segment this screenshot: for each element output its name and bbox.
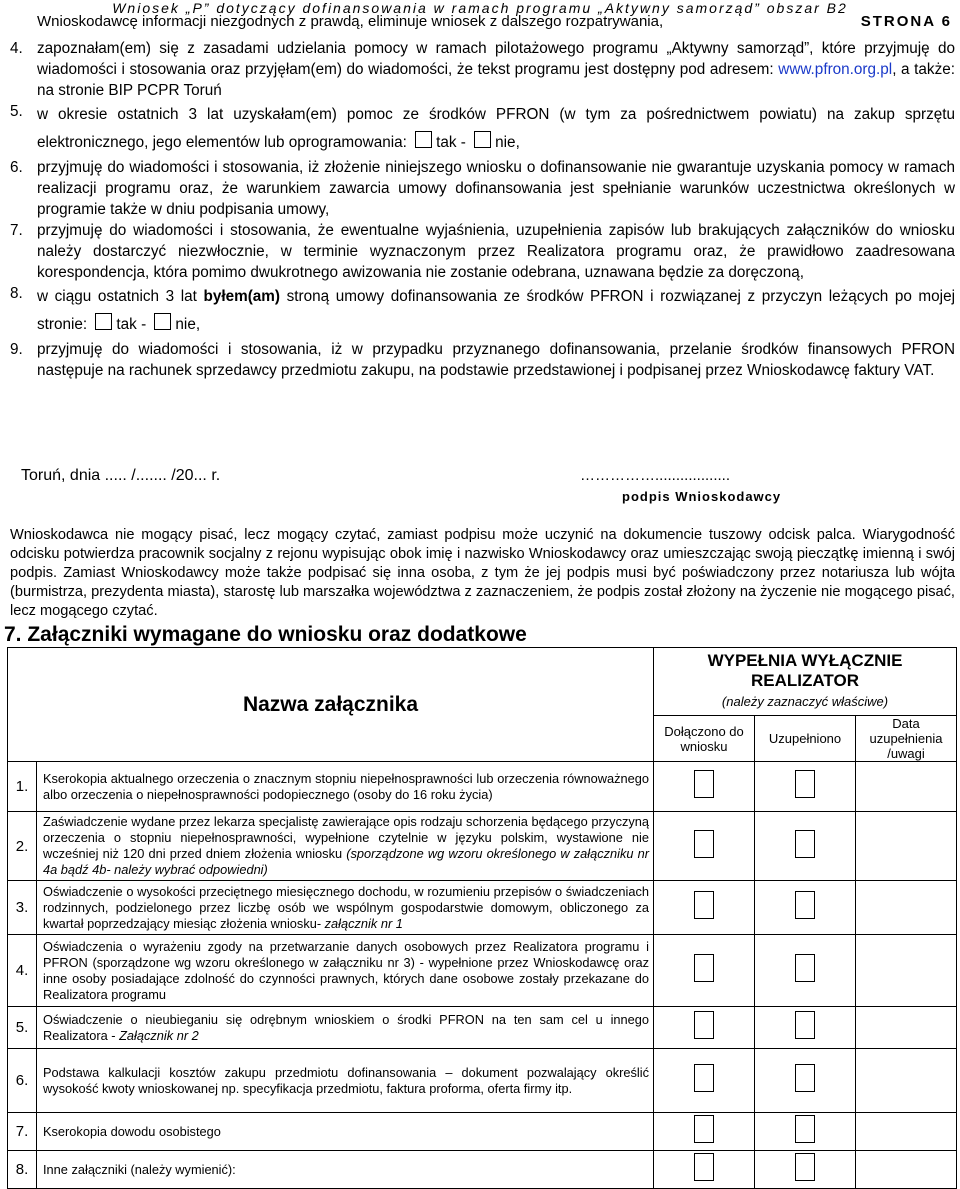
item-bold: byłem(am) xyxy=(203,288,281,305)
date-cell[interactable] xyxy=(856,812,957,881)
row-description: Oświadczenia o wyrażeniu zgody na przetwarzanie danych osobowych przez Realizatora programu i PFRON (sporządzone wg wzoru określonego w załączniku nr 3) - wypełnione przez Wnioskodawcę oraz inne osoby posiadające zdolność do czynności prawnych, których dane osobowe zostały przekazane do Realizatora programu xyxy=(37,935,654,1007)
row-description: Kserokopia aktualnego orzeczenia o znacznym stopniu niepełnosprawności lub orzeczenia równoważnego albo orzeczenia o niepełnosprawności podopiecznego (osoby do 16 roku życia) xyxy=(37,762,654,812)
row-number: 4. xyxy=(8,935,37,1007)
tak-checkbox[interactable] xyxy=(95,313,112,330)
carry-line xyxy=(37,13,952,31)
declaration-8 xyxy=(10,283,955,339)
item-text: w okresie ostatnich 3 lat uzyskałam(em) pomoc ze środków PFRON (w tym za pośrednictwem powiatu) na zakup sprzętu elektronicznego, jego elementów lub oprogramowania: xyxy=(37,106,955,151)
nie-checkbox[interactable] xyxy=(154,313,171,330)
declaration-9 xyxy=(10,339,955,381)
item-number: 5. xyxy=(10,103,23,120)
signature-label: podpis Wnioskodawcy xyxy=(622,489,782,504)
date-cell[interactable] xyxy=(856,1007,957,1049)
item-text: zapoznałam(em) się z zasadami udzielania pomocy w ramach pilotażowego programu „Aktywny samorząd”, które przyjmuję do wiadomości i stosowania oraz przyjęłam(em) do wiadomości, że tekst programu jest dostępny pod adresem: xyxy=(37,40,955,78)
table-row xyxy=(8,1113,957,1151)
row-description: Podstawa kalkulacji kosztów zakupu przedmiotu dofinansowania – dokument pozwalający określić wysokość kwoty wnioskowanej np. specyfikacja przedmiotu, faktura proforma, oferta firmy itp. xyxy=(37,1049,654,1113)
date-cell[interactable] xyxy=(856,1113,957,1151)
attachments-table xyxy=(7,647,957,1189)
col-name-header: Nazwa załącznika xyxy=(8,648,654,762)
col-attached-header: Dołączono do wniosku xyxy=(654,716,755,762)
tak-checkbox[interactable] xyxy=(415,131,432,148)
date-cell[interactable] xyxy=(856,1049,957,1113)
realizator-title: WYPEŁNIA WYŁĄCZNIE REALIZATOR xyxy=(707,651,903,690)
table-row xyxy=(8,935,957,1007)
running-title: Wniosek „P” dotyczący dofinansowania w ramach programu „Aktywny samorząd” obszar B2 xyxy=(112,0,848,16)
signature-dots[interactable]: …………….................. xyxy=(580,467,731,484)
declaration-4 xyxy=(10,38,955,101)
tak-label: tak - xyxy=(116,316,147,333)
attached-checkbox[interactable] xyxy=(654,935,755,1007)
supplemented-checkbox[interactable] xyxy=(755,935,856,1007)
row-description: Oświadczenie o nieubieganiu się odrębnym wnioskiem o środki PFRON na ten sam cel u innego Realizatora - Załącznik nr 2 xyxy=(37,1007,654,1049)
pfron-link[interactable]: www.pfron.org.pl xyxy=(778,61,893,78)
attached-checkbox[interactable] xyxy=(654,812,755,881)
date-cell[interactable] xyxy=(856,935,957,1007)
item-text: przyjmuję do wiadomości i stosowania, iż w przypadku przyznanego dofinansowania, przelanie środków finansowych PFRON następuje na rachunek sprzedawcy przedmiotu zakupu, na podstawie przedstawionej i podpisanej przez Wnioskodawcę faktury VAT. xyxy=(37,341,955,379)
nie-checkbox[interactable] xyxy=(474,131,491,148)
row-number: 2. xyxy=(8,812,37,881)
supplemented-checkbox[interactable] xyxy=(755,1007,856,1049)
row-number: 8. xyxy=(8,1151,37,1189)
supplemented-checkbox[interactable] xyxy=(755,762,856,812)
attached-checkbox[interactable] xyxy=(654,762,755,812)
item-number: 6. xyxy=(10,159,23,176)
supplemented-checkbox[interactable] xyxy=(755,812,856,881)
item-text-tail: , a także: na stronie BIP PCPR Toruń xyxy=(37,61,955,99)
col-supplemented-header: Uzupełniono xyxy=(755,716,856,762)
page-label: STRONA 6 xyxy=(860,13,952,30)
attached-checkbox[interactable] xyxy=(654,881,755,935)
declarations-list xyxy=(10,38,955,381)
item-number: 4. xyxy=(10,40,23,57)
row-number: 1. xyxy=(8,762,37,812)
table-row xyxy=(8,812,957,881)
realizator-sub: (należy zaznaczyć właściwe) xyxy=(721,694,889,709)
table-row xyxy=(8,1151,957,1189)
item-text: w ciągu ostatnich 3 lat xyxy=(37,288,204,305)
item-text-tail: stroną umowy dofinansowania ze środków PFRON i rozwiązanej z przyczyn leżących po mojej stronie: xyxy=(37,288,955,333)
table-row xyxy=(8,762,957,812)
supplemented-checkbox[interactable] xyxy=(755,1151,856,1189)
date-cell[interactable] xyxy=(856,1151,957,1189)
date-line[interactable]: Toruń, dnia ..... /....... /20... r. xyxy=(21,467,221,484)
date-cell[interactable] xyxy=(856,881,957,935)
col-date-header: Data uzupełnienia /uwagi xyxy=(856,716,957,762)
row-description: Kserokopia dowodu osobistego xyxy=(37,1113,654,1151)
table-row xyxy=(8,1007,957,1049)
item-text: przyjmuję do wiadomości i stosowania, iż złożenie niniejszego wniosku o dofinansowanie nie gwarantuje uzyskania pomocy w ramach realizacji programu oraz, że warunkiem zawarcia umowy dofinansowania jest spełnianie warunków uczestnictwa określonych w programie także w dniu podpisania umowy, xyxy=(37,159,955,218)
table-row xyxy=(8,1049,957,1113)
nie-label: nie, xyxy=(495,134,520,151)
row-description: Oświadczenie o wysokości przeciętnego miesięcznego dochodu, w rozumieniu przepisów o świadczeniach rodzinnych, podzielonego przez liczbę osób we wspólnym gospodarstwie domowym, obliczonego za kwartał poprzedzający miesiąc złożenia wniosku- załącznik nr 1 xyxy=(37,881,654,935)
row-description: Zaświadczenie wydane przez lekarza specjalistę zawierające opis rodzaju schorzenia będącego przyczyną orzeczenia o stopniu niepełnosprawności, wypełnione czytelnie w języku polskim, wystawione nie wcześniej niż 120 dni przed dniem złożenia wniosku (sporządzone wg wzoru określonego w załączniku nr 4a bądź 4b- należy wybrać odpowiedni) xyxy=(37,812,654,881)
attached-checkbox[interactable] xyxy=(654,1113,755,1151)
supplemented-checkbox[interactable] xyxy=(755,1113,856,1151)
item-number: 9. xyxy=(10,341,23,358)
row-number: 5. xyxy=(8,1007,37,1049)
item-number: 8. xyxy=(10,285,23,302)
attached-checkbox[interactable] xyxy=(654,1007,755,1049)
declaration-6 xyxy=(10,157,955,220)
attached-checkbox[interactable] xyxy=(654,1049,755,1113)
declaration-5 xyxy=(10,101,955,157)
tak-label: tak - xyxy=(436,134,466,151)
row-number: 3. xyxy=(8,881,37,935)
realizator-header xyxy=(654,648,957,716)
item-number: 7. xyxy=(10,222,23,239)
declaration-7 xyxy=(10,220,955,283)
row-description: Inne załączniki (należy wymienić): xyxy=(37,1151,654,1189)
section-title: 7. Załączniki wymagane do wniosku oraz dodatkowe xyxy=(4,623,527,646)
item-text: przyjmuję do wiadomości i stosowania, że ewentualne wyjaśnienia, uzupełnienia zapisów lub brakujących załączników do wniosku należy dostarczyć niezwłocznie, w terminie wyznaczonym przez Realizatora programu oraz, że prawidłowo zaadresowana korespondencja, która pomimo dwukrotnego awizowania nie zostanie odebrana, uznawana będzie za doręczoną, xyxy=(37,222,955,281)
table-row xyxy=(8,881,957,935)
nie-label: nie, xyxy=(175,316,201,333)
fingerprint-note: Wnioskodawca nie mogący pisać, lecz mogący czytać, zamiast podpisu może uczynić na dokumencie tuszowy odcisk palca. Wiarygodność odcisku potwierdza pracownik socjalny z rejonu wypisując obok imię i nazwisko Wnioskodawcy oraz umieszczając swoją pieczątkę imienną i swój podpis. Zamiast Wnioskodawcy może także podpisać się inna osoba, z tym że jej podpis musi być poświadczony przez notariusza lub wójta (burmistrza, prezydenta miasta), starostę lub marszałka województwa z zaznaczeniem, że podpis został złożony na życzenie nie mogącego pisać, lecz mogącego czytać. xyxy=(10,527,955,619)
row-number: 7. xyxy=(8,1113,37,1151)
date-cell[interactable] xyxy=(856,762,957,812)
carry-text: Wnioskodawcę informacji niezgodnych z prawdą, eliminuje wniosek z dalszego rozpatrywania, xyxy=(37,13,664,30)
supplemented-checkbox[interactable] xyxy=(755,1049,856,1113)
attached-checkbox[interactable] xyxy=(654,1151,755,1189)
row-number: 6. xyxy=(8,1049,37,1113)
supplemented-checkbox[interactable] xyxy=(755,881,856,935)
